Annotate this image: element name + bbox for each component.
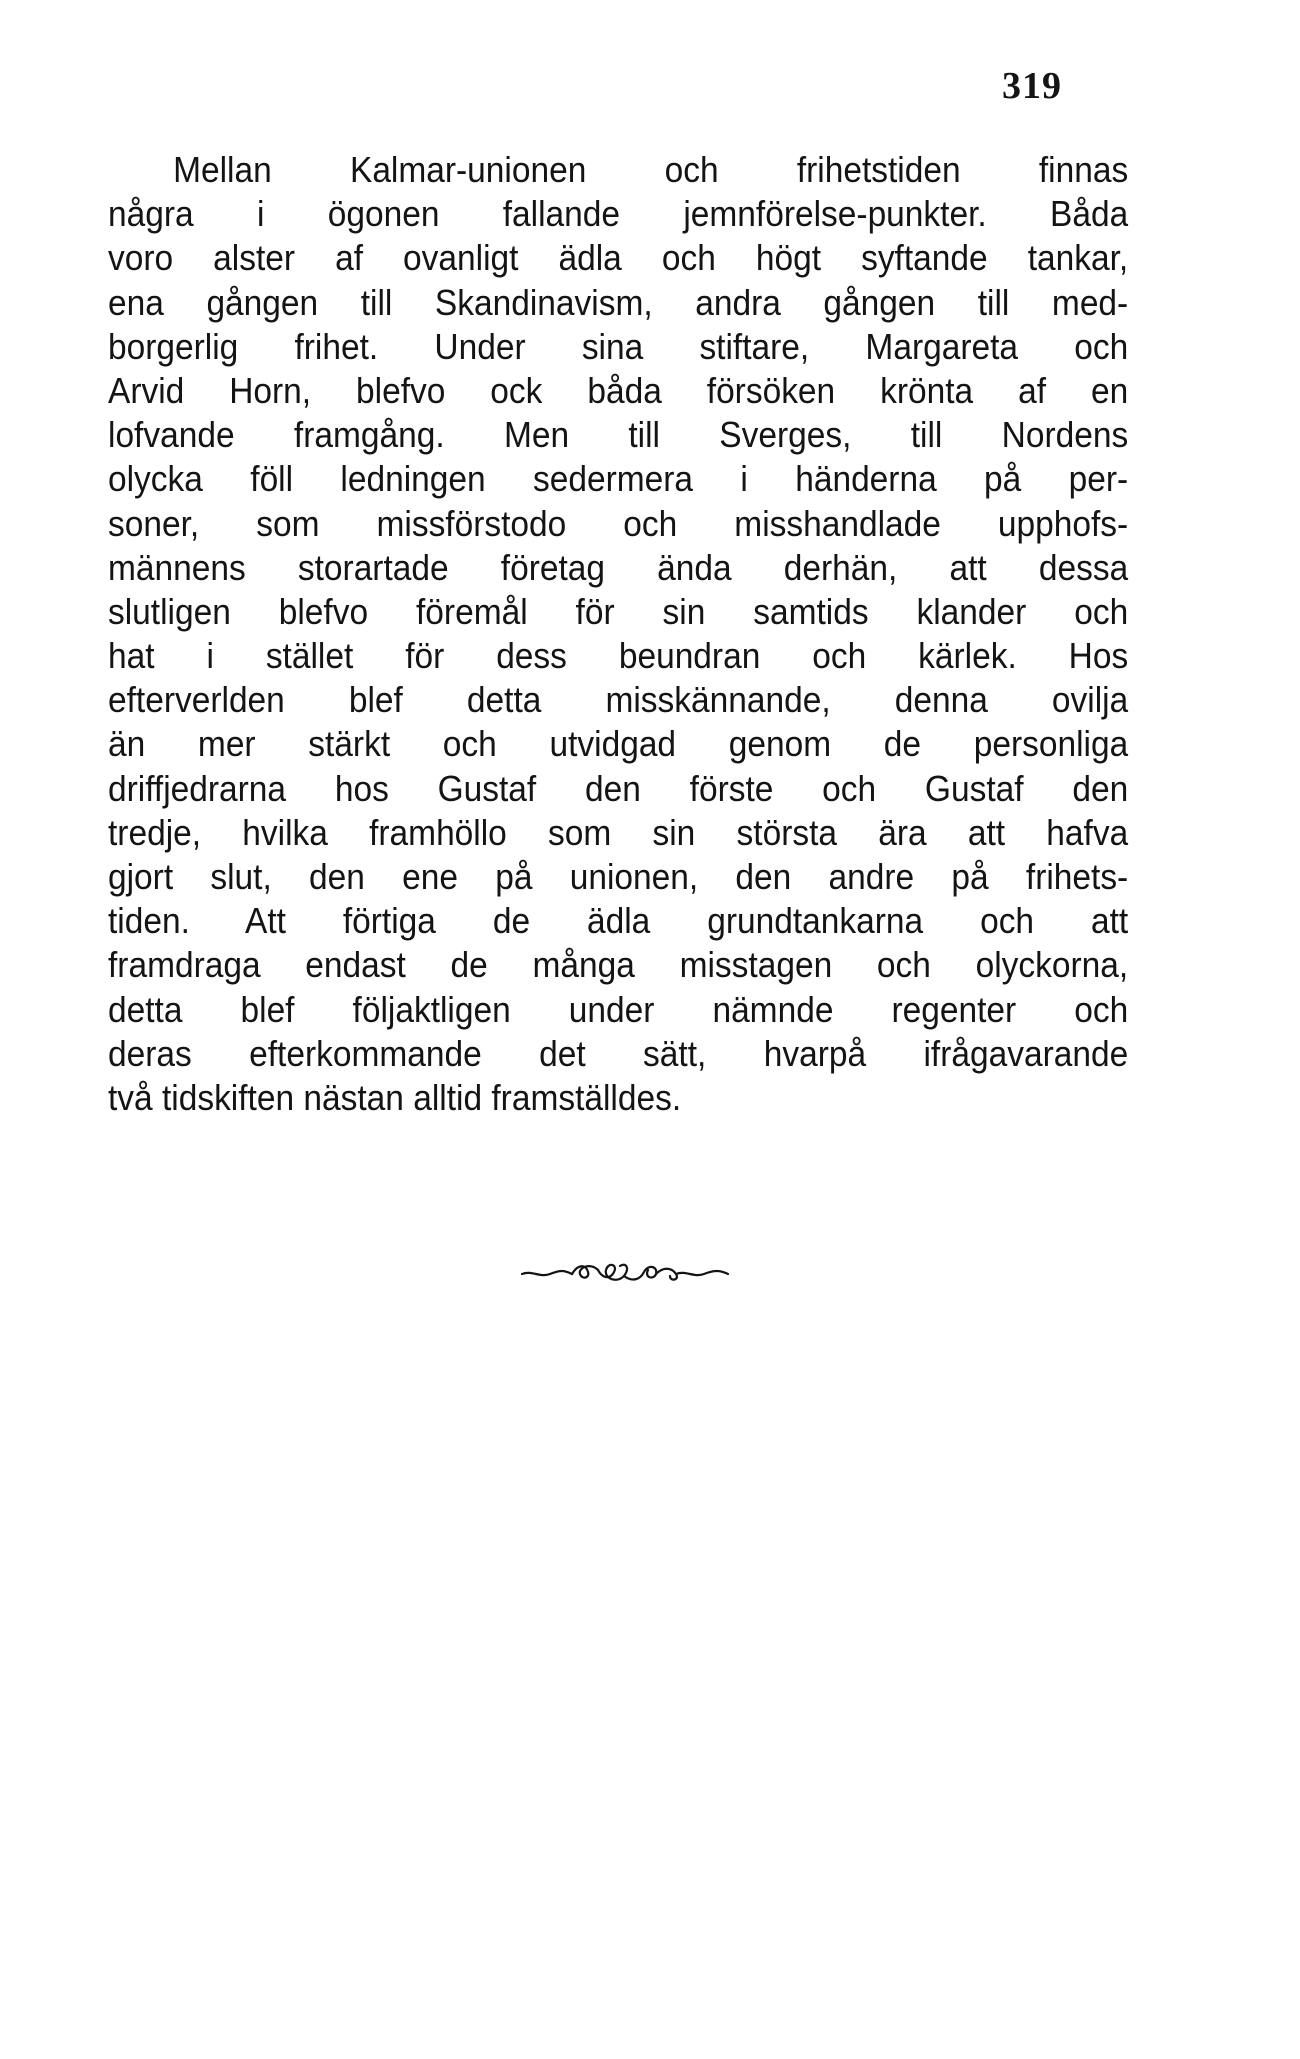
text-line: soner, som missförstodo och misshandlade upphofs- <box>108 502 1129 544</box>
text-line: Arvid Horn, blefvo ock båda försöken krönta af en <box>108 369 1129 411</box>
text-line: driffjedrarna hos Gustaf den förste och Gustaf den <box>108 767 1129 809</box>
text-line: deras efterkommande det sätt, hvarpå ifrågavarande <box>108 1032 1129 1074</box>
text-line: männens storartade företag ända derhän, att dessa <box>108 546 1129 588</box>
text-line: tiden. Att förtiga de ädla grundtankarna och att <box>108 900 1129 942</box>
text-line: några i ögonen fallande jemnförelse-punkter. Båda <box>108 193 1129 235</box>
body-paragraph <box>108 148 1128 1120</box>
text-line: gjort slut, den ene på unionen, den andre på frihets- <box>108 856 1129 897</box>
text-line: två tidskiften nästan alltid framställdes. <box>108 1076 682 1118</box>
text-line: ena gången till Skandinavism, andra gången till med- <box>108 281 1129 323</box>
text-line: tredje, hvilka framhöllo som sin största ära att hafva <box>108 811 1129 853</box>
text-line: slutligen blefvo föremål för sin samtids klander och <box>108 590 1129 632</box>
text-line: voro alster af ovanligt ädla och högt syftande tankar, <box>108 237 1129 279</box>
text-line: hat i stället för dess beundran och kärlek. Hos <box>108 635 1129 677</box>
decorative-flourish-icon <box>520 1258 730 1286</box>
text-line: framdraga endast de många misstagen och olyckorna, <box>108 944 1129 986</box>
text-line: än mer stärkt och utvidgad genom de personliga <box>108 723 1129 765</box>
text-line: lofvande framgång. Men till Sverges, till Nordens <box>108 414 1129 456</box>
text-line: efterverlden blef detta misskännande, denna ovilja <box>108 679 1129 721</box>
page-number: 319 <box>1002 65 1062 107</box>
text-line: Mellan Kalmar-unionen och frihetstiden finnas <box>173 149 1129 190</box>
text-line: borgerlig frihet. Under sina stiftare, Margareta och <box>108 325 1129 367</box>
text-line: detta blef följaktligen under nämnde regenter och <box>108 988 1129 1030</box>
text-line: olycka föll ledningen sedermera i händerna på per- <box>108 458 1129 500</box>
